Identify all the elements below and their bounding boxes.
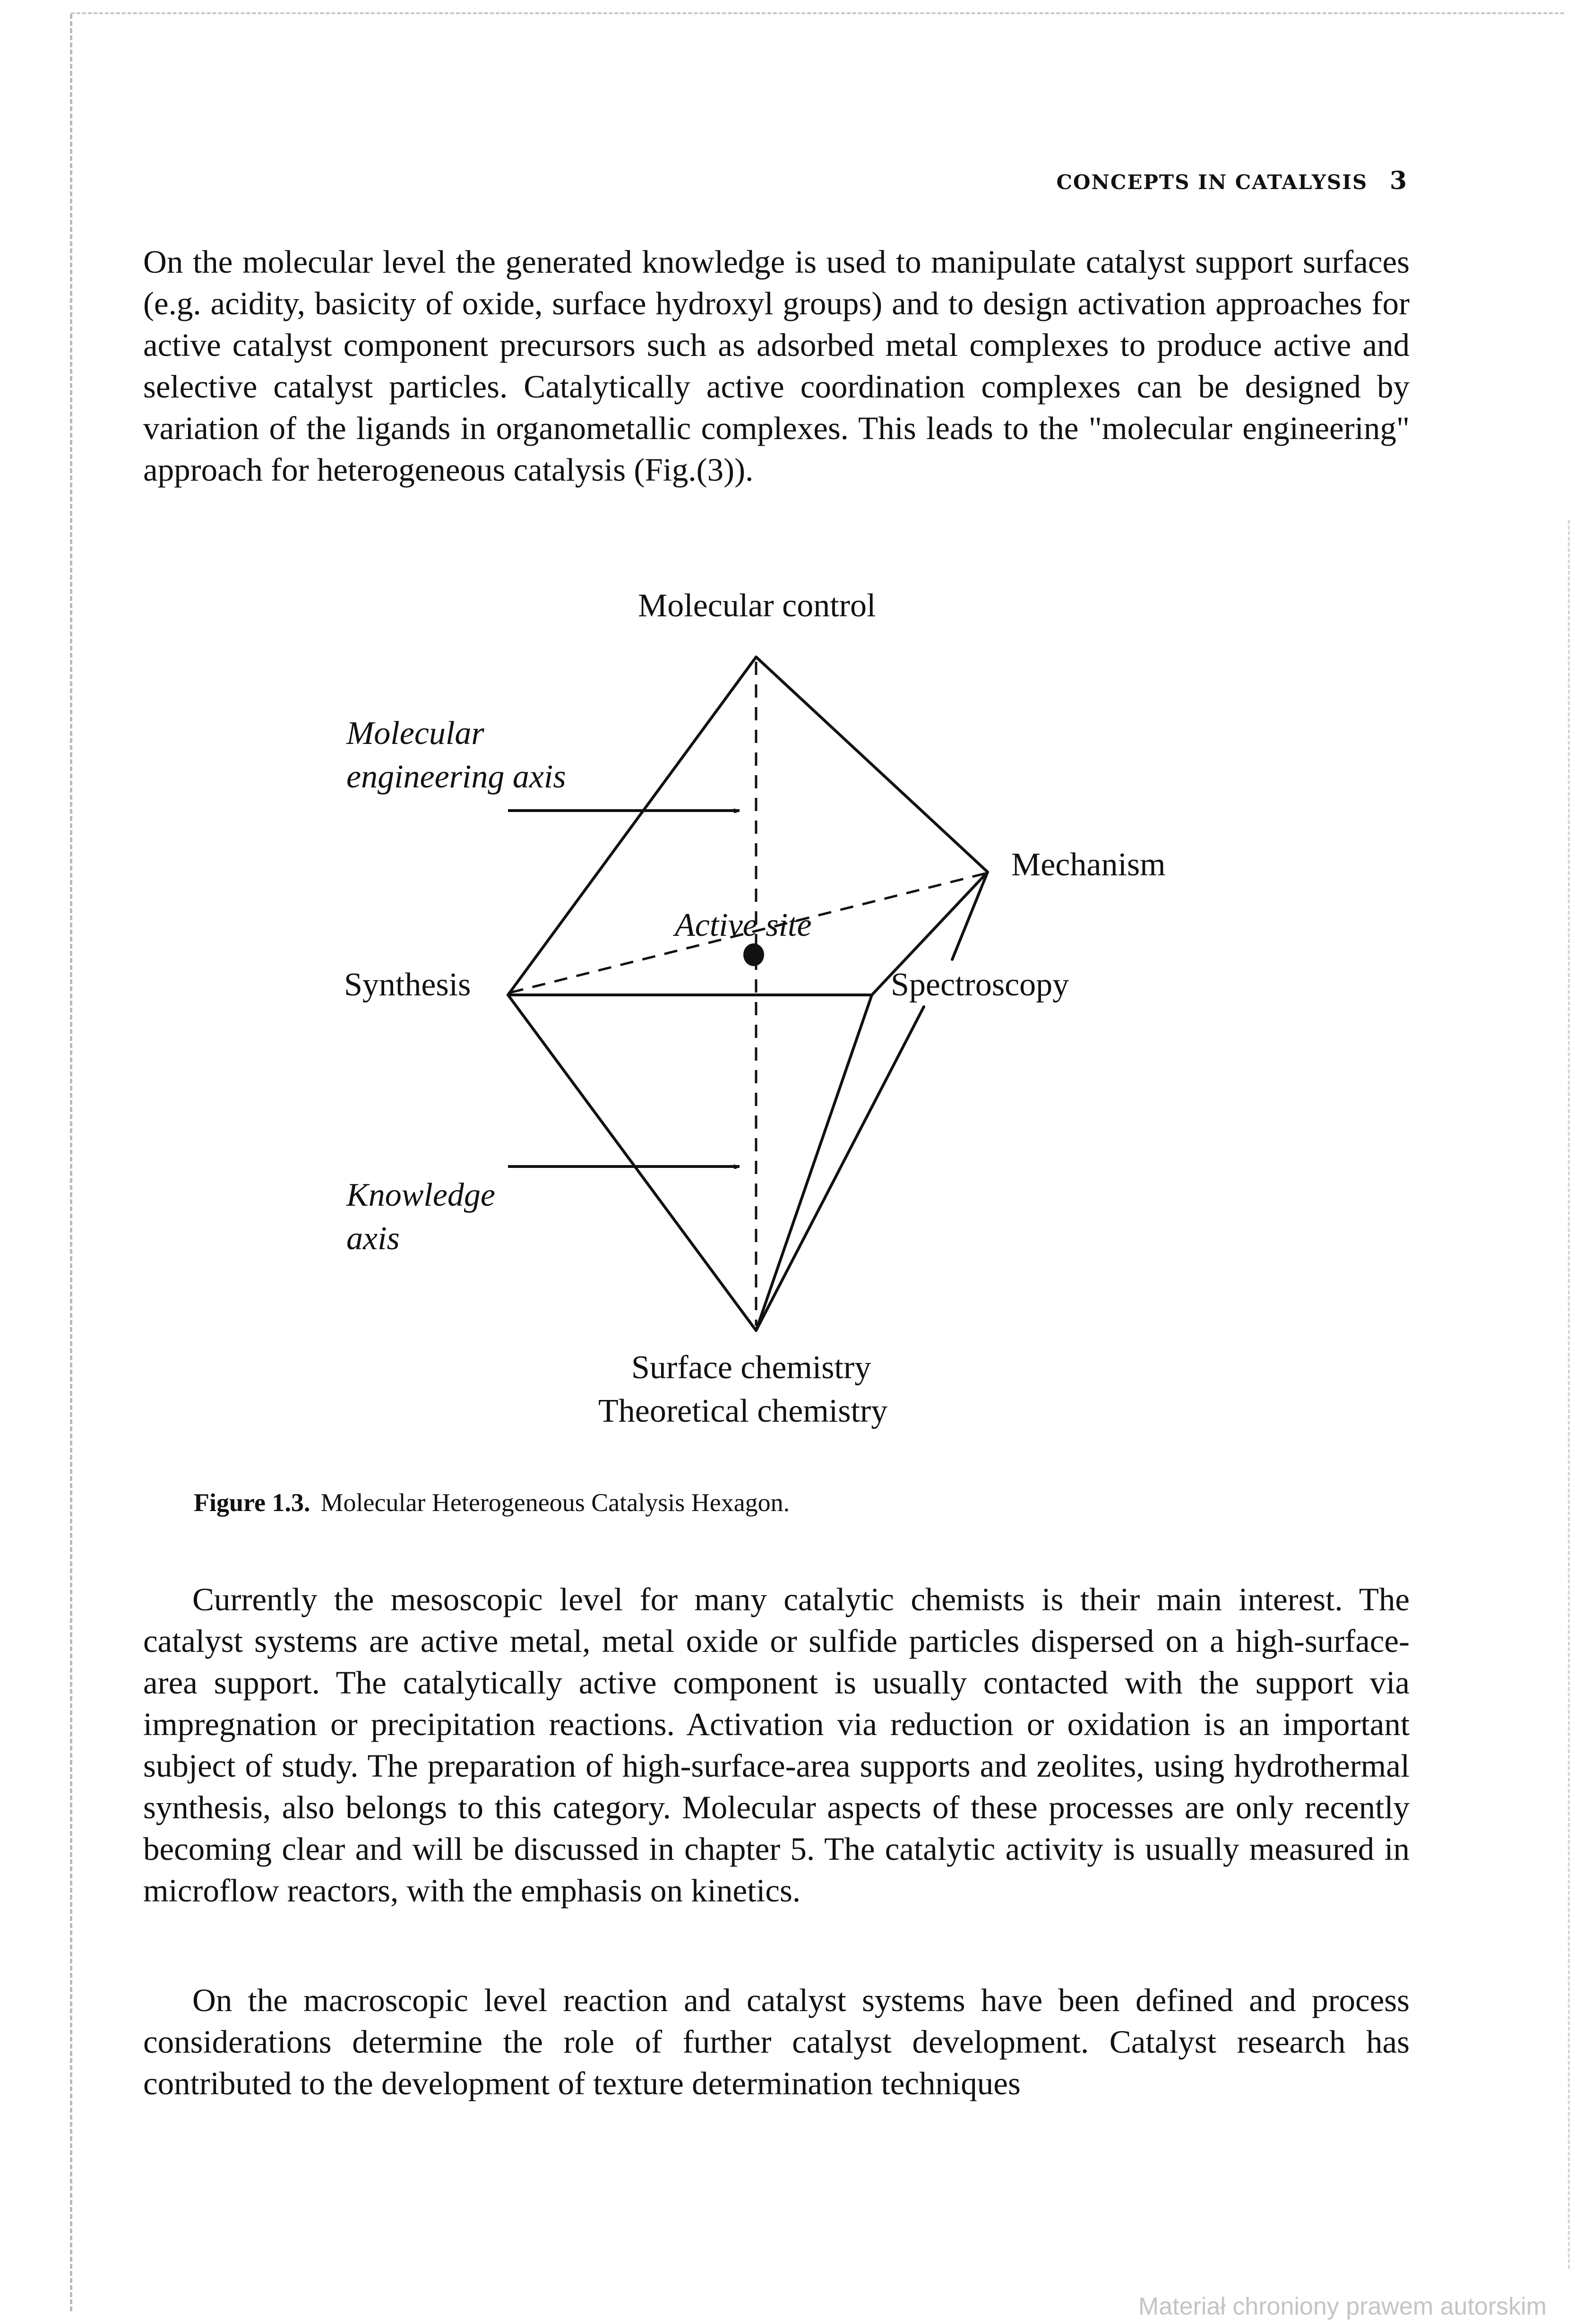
paragraph-mesoscopic-level: Currently the mesoscopic level for many catalytic chemists is their main interest. The catalyst systems are active metal, metal oxide or sulfide particles dispersed on a high-surface-area support. The catalytically active component is usually contacted with the support via impregnation or precipitation reactions. Activation via reduction or oxidation is an important subject of study. The preparation of high-surface-area supports and zeolites, using hydrothermal synthesis, also belongs to this category. Molecular aspects of these processes are only recently becoming clear and will be discussed in chapter 5. The catalytic activity is usually measured in microflow reactors, with the emphasis on kinetics. xyxy=(143,1581,1410,1909)
label-synthesis: Synthesis xyxy=(344,967,471,1003)
label-molecular-engineering-2: engineering axis xyxy=(346,759,566,795)
watermark: Materiał chroniony prawem autorskim xyxy=(1138,2293,1547,2320)
edge-spectroscopy-bottom xyxy=(756,995,872,1330)
edge-top-mechanism xyxy=(756,657,988,872)
label-surface-chemistry: Surface chemistry xyxy=(631,1349,871,1386)
label-active-site: Active site xyxy=(675,907,812,943)
caption-number: Figure 1.3. xyxy=(194,1488,310,1517)
label-mechanism: Mechanism xyxy=(1011,847,1166,883)
edge-synthesis-bottom xyxy=(508,995,756,1330)
label-theoretical-chemistry: Theoretical chemistry xyxy=(598,1393,888,1429)
edge-mechanism-stub xyxy=(952,872,988,959)
figure-caption xyxy=(194,1488,790,1517)
running-title: CONCEPTS IN CATALYSIS xyxy=(1056,171,1368,194)
label-molecular-engineering-1: Molecular xyxy=(346,715,484,752)
label-knowledge-2: axis xyxy=(346,1220,400,1257)
paragraph-molecular-level: On the molecular level the generated knowledge is used to manipulate catalyst support surfaces (e.g. acidity, basicity of oxide, surface hydroxyl groups) and to design activation approaches for active catalyst component precursors such as adsorbed metal complexes to produce active and selective catalyst particles. Catalytically active coordination complexes can be designed by variation of the ligands in organometallic complexes. This leads to the "molecular engineering" approach for heterogeneous catalysis (Fig.(3)). xyxy=(143,244,1410,488)
page-number: 3 xyxy=(1389,166,1408,195)
paragraph-macroscopic-level: On the macroscopic level reaction and catalyst systems have been defined and process considerations determine the role of further catalyst development. Catalyst research has contributed to the development of texture determination techniques xyxy=(143,1982,1410,2101)
label-molecular-control: Molecular control xyxy=(638,587,876,624)
edge-mechanism-bottom xyxy=(756,1007,924,1330)
caption-text: Molecular Heterogeneous Catalysis Hexagon. xyxy=(320,1488,790,1517)
label-knowledge-1: Knowledge xyxy=(346,1177,495,1213)
label-spectroscopy: Spectroscopy xyxy=(891,967,1069,1003)
